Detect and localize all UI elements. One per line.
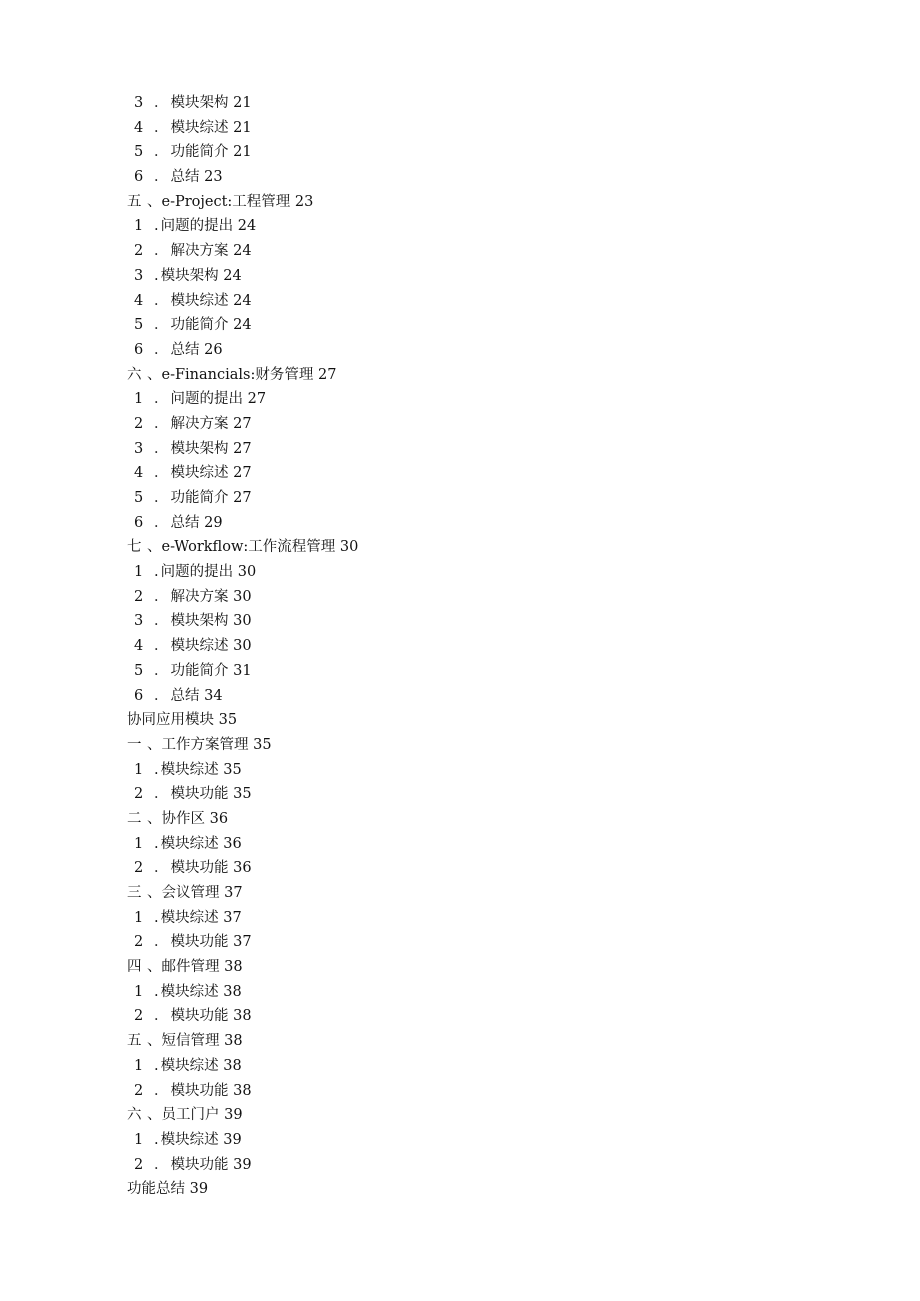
toc-entry-number: 6: [134, 341, 144, 358]
toc-subsection-entry[interactable]: [0, 684, 920, 709]
toc-entry-separator: 、: [147, 1033, 162, 1050]
toc-entry-title: 功能简介 24: [170, 317, 252, 334]
toc-entry-separator: 、: [147, 810, 162, 827]
toc-subsection-entry[interactable]: [0, 560, 920, 585]
toc-subsection-entry[interactable]: [0, 856, 920, 881]
toc-entry-separator: 、: [147, 366, 162, 383]
toc-entry-number: 一: [127, 736, 142, 753]
toc-subsection-entry[interactable]: [0, 659, 920, 684]
toc-entry-number: 六: [127, 1107, 142, 1124]
toc-entry-separator: ．: [154, 934, 169, 951]
toc-subsection-entry[interactable]: [0, 1153, 920, 1178]
toc-entry-number: 5: [134, 144, 144, 161]
toc-entry-number: 3: [134, 267, 144, 284]
toc-entry-number: 5: [134, 317, 144, 334]
toc-section-entry[interactable]: [0, 955, 920, 980]
toc-entry-separator: ．: [154, 169, 169, 186]
toc-entry-separator: 、: [147, 193, 162, 210]
toc-entry-title: 模块功能 39: [170, 1156, 252, 1173]
toc-subsection-entry[interactable]: [0, 1054, 920, 1079]
toc-entry-number: 2: [134, 1008, 144, 1025]
toc-subsection-entry[interactable]: [0, 264, 920, 289]
toc-section-entry[interactable]: [0, 535, 920, 560]
toc-entry-number: 4: [134, 465, 144, 482]
toc-entry-title: e-Financials:财务管理 27: [161, 366, 337, 383]
toc-entry-title: 功能总结 39: [127, 1181, 209, 1198]
toc-entry-title: 模块架构 24: [160, 267, 242, 284]
toc-subsection-entry[interactable]: [0, 387, 920, 412]
toc-entry-separator: ．: [154, 415, 169, 432]
toc-entry-separator: ．: [154, 391, 169, 408]
toc-entry-separator: ．: [154, 144, 169, 161]
toc-entry-title: 模块综述 37: [160, 909, 242, 926]
toc-entry-title: 模块综述 21: [170, 119, 252, 136]
toc-entry-title: 模块综述 35: [160, 761, 242, 778]
toc-entry-number: 1: [134, 1057, 144, 1074]
table-of-contents: [0, 91, 920, 1202]
toc-subsection-entry[interactable]: [0, 239, 920, 264]
toc-subsection-entry[interactable]: [0, 338, 920, 363]
toc-entry-separator: .: [154, 1131, 159, 1148]
toc-entry-number: 六: [127, 366, 142, 383]
toc-subsection-entry[interactable]: [0, 782, 920, 807]
toc-subsection-entry[interactable]: [0, 930, 920, 955]
toc-entry-separator: ．: [154, 119, 169, 136]
toc-entry-number: 1: [134, 761, 144, 778]
toc-subsection-entry[interactable]: [0, 585, 920, 610]
toc-subsection-entry[interactable]: [0, 412, 920, 437]
toc-entry-number: 五: [127, 1033, 142, 1050]
toc-entry-separator: ．: [154, 490, 169, 506]
toc-entry-title: 模块功能 37: [170, 934, 252, 951]
toc-entry-number: 3: [134, 440, 144, 457]
toc-entry-title: 模块功能 38: [170, 1008, 252, 1025]
toc-entry-title: 总结 29: [170, 514, 223, 531]
toc-entry-number: 4: [134, 119, 144, 136]
toc-entry-number: 2: [134, 1082, 144, 1099]
toc-entry-number: 三: [127, 885, 142, 901]
toc-entry-separator: .: [154, 835, 159, 852]
toc-entry-separator: ．: [154, 465, 169, 482]
toc-entry-title: 模块功能 36: [170, 860, 252, 877]
toc-subsection-entry[interactable]: [0, 832, 920, 857]
toc-subsection-entry[interactable]: [0, 511, 920, 536]
toc-subsection-entry[interactable]: [0, 634, 920, 659]
toc-entry-separator: .: [154, 1057, 159, 1074]
toc-entry-title: 模块综述 24: [170, 292, 252, 309]
toc-section-entry[interactable]: [0, 1103, 920, 1128]
toc-entry-title: 模块架构 21: [170, 95, 252, 111]
toc-entry-number: 2: [134, 860, 144, 877]
toc-entry-separator: ．: [154, 687, 169, 704]
toc-entry-title: 模块综述 27: [170, 465, 252, 482]
toc-entry-separator: 、: [147, 959, 162, 976]
toc-subsection-entry[interactable]: [0, 461, 920, 486]
toc-entry-number: 四: [127, 959, 142, 976]
toc-entry-separator: ．: [154, 613, 169, 630]
toc-subsection-entry[interactable]: [0, 437, 920, 462]
toc-entry-separator: ．: [154, 514, 169, 531]
toc-entry-title: 问题的提出 30: [160, 564, 257, 581]
toc-entry-title: 模块功能 38: [170, 1082, 252, 1099]
toc-entry-title: 总结 34: [170, 687, 223, 704]
toc-entry-number: 2: [134, 243, 144, 260]
toc-subsection-entry[interactable]: [0, 486, 920, 511]
toc-entry-separator: ．: [154, 440, 169, 457]
toc-entry-number: 二: [127, 810, 142, 827]
toc-entry-title: 协同应用模块 35: [127, 712, 238, 729]
toc-subsection-entry[interactable]: [0, 214, 920, 239]
toc-entry-number: 2: [134, 1156, 144, 1173]
toc-subsection-entry[interactable]: [0, 1079, 920, 1104]
toc-entry-title: 问题的提出 24: [160, 218, 257, 235]
toc-entry-title: 邮件管理 38: [161, 959, 243, 976]
toc-subsection-entry[interactable]: [0, 758, 920, 783]
toc-entry-separator: .: [154, 564, 159, 581]
toc-entry-title: 员工门户 39: [161, 1107, 243, 1124]
toc-section-entry[interactable]: [0, 190, 920, 215]
toc-entry-number: 6: [134, 169, 144, 186]
toc-entry-number: 6: [134, 514, 144, 531]
toc-entry-number: 5: [134, 490, 144, 506]
toc-entry-number: 3: [134, 95, 144, 111]
toc-entry-separator: ．: [154, 860, 169, 877]
toc-section-entry[interactable]: [0, 1029, 920, 1054]
toc-entry-title: 会议管理 37: [161, 885, 243, 901]
toc-entry-number: 五: [127, 193, 142, 210]
toc-subsection-entry[interactable]: [0, 91, 920, 116]
toc-entry-separator: .: [154, 761, 159, 778]
toc-entry-title: 协作区 36: [161, 810, 229, 827]
toc-entry-separator: 、: [147, 885, 162, 901]
toc-subsection-entry[interactable]: [0, 980, 920, 1005]
toc-entry-title: e-Project:工程管理 23: [161, 193, 314, 210]
toc-entry-separator: ．: [154, 588, 169, 605]
toc-section-entry[interactable]: [0, 708, 920, 733]
toc-entry-separator: ．: [154, 243, 169, 260]
toc-subsection-entry[interactable]: [0, 116, 920, 141]
toc-entry-title: 模块综述 30: [170, 638, 252, 655]
toc-entry-separator: ．: [154, 341, 169, 358]
toc-entry-separator: ．: [154, 638, 169, 655]
toc-entry-title: 功能简介 21: [170, 144, 252, 161]
toc-section-entry[interactable]: [0, 733, 920, 758]
toc-entry-separator: 、: [147, 736, 162, 753]
toc-entry-number: 1: [134, 564, 144, 581]
toc-subsection-entry[interactable]: [0, 609, 920, 634]
toc-entry-separator: 、: [147, 539, 162, 556]
toc-entry-separator: ．: [154, 95, 169, 111]
toc-entry-number: 1: [134, 909, 144, 926]
toc-subsection-entry[interactable]: [0, 140, 920, 165]
toc-section-entry[interactable]: [0, 1177, 920, 1202]
toc-entry-separator: .: [154, 909, 159, 926]
toc-entry-number: 2: [134, 786, 144, 803]
toc-entry-title: 总结 26: [170, 341, 223, 358]
toc-entry-separator: ．: [154, 1156, 169, 1173]
toc-entry-number: 2: [134, 934, 144, 951]
toc-entry-title: 解决方案 24: [170, 243, 252, 260]
toc-entry-title: 模块功能 35: [170, 786, 252, 803]
toc-entry-title: 工作方案管理 35: [161, 736, 272, 753]
toc-entry-number: 1: [134, 391, 144, 408]
toc-entry-title: 模块综述 38: [160, 1057, 242, 1074]
toc-entry-title: 解决方案 30: [170, 588, 252, 605]
toc-entry-separator: 、: [147, 1107, 162, 1124]
toc-subsection-entry[interactable]: [0, 1004, 920, 1029]
toc-entry-separator: .: [154, 218, 159, 235]
toc-entry-number: 4: [134, 292, 144, 309]
toc-entry-title: e-Workflow:工作流程管理 30: [161, 539, 359, 556]
toc-entry-separator: .: [154, 983, 159, 1000]
toc-section-entry[interactable]: [0, 363, 920, 388]
toc-entry-title: 功能简介 31: [170, 662, 252, 679]
toc-entry-number: 七: [127, 539, 142, 556]
toc-entry-separator: .: [154, 267, 159, 284]
toc-entry-number: 6: [134, 687, 144, 704]
toc-entry-number: 1: [134, 983, 144, 1000]
toc-entry-separator: ．: [154, 786, 169, 803]
toc-subsection-entry[interactable]: [0, 289, 920, 314]
toc-entry-number: 2: [134, 415, 144, 432]
toc-entry-separator: ．: [154, 292, 169, 309]
toc-entry-separator: ．: [154, 317, 169, 334]
toc-entry-number: 5: [134, 662, 144, 679]
toc-entry-title: 解决方案 27: [170, 415, 252, 432]
toc-entry-title: 功能简介 27: [170, 490, 252, 506]
toc-entry-number: 1: [134, 218, 144, 235]
toc-entry-number: 3: [134, 613, 144, 630]
toc-entry-separator: ．: [154, 662, 169, 679]
toc-subsection-entry[interactable]: [0, 165, 920, 190]
toc-entry-title: 短信管理 38: [161, 1033, 243, 1050]
toc-entry-separator: ．: [154, 1082, 169, 1099]
toc-subsection-entry[interactable]: [0, 906, 920, 931]
toc-subsection-entry[interactable]: [0, 313, 920, 338]
toc-entry-title: 模块综述 36: [160, 835, 242, 852]
toc-entry-title: 总结 23: [170, 169, 223, 186]
toc-subsection-entry[interactable]: [0, 1128, 920, 1153]
toc-entry-number: 4: [134, 638, 144, 655]
toc-entry-number: 1: [134, 1131, 144, 1148]
toc-section-entry[interactable]: [0, 807, 920, 832]
toc-section-entry[interactable]: [0, 881, 920, 906]
toc-entry-title: 模块综述 39: [160, 1131, 242, 1148]
toc-entry-number: 2: [134, 588, 144, 605]
toc-entry-title: 模块架构 27: [170, 440, 252, 457]
toc-entry-title: 模块综述 38: [160, 983, 242, 1000]
toc-entry-title: 模块架构 30: [170, 613, 252, 630]
toc-entry-number: 1: [134, 835, 144, 852]
toc-entry-separator: ．: [154, 1008, 169, 1025]
toc-entry-title: 问题的提出 27: [170, 391, 267, 408]
